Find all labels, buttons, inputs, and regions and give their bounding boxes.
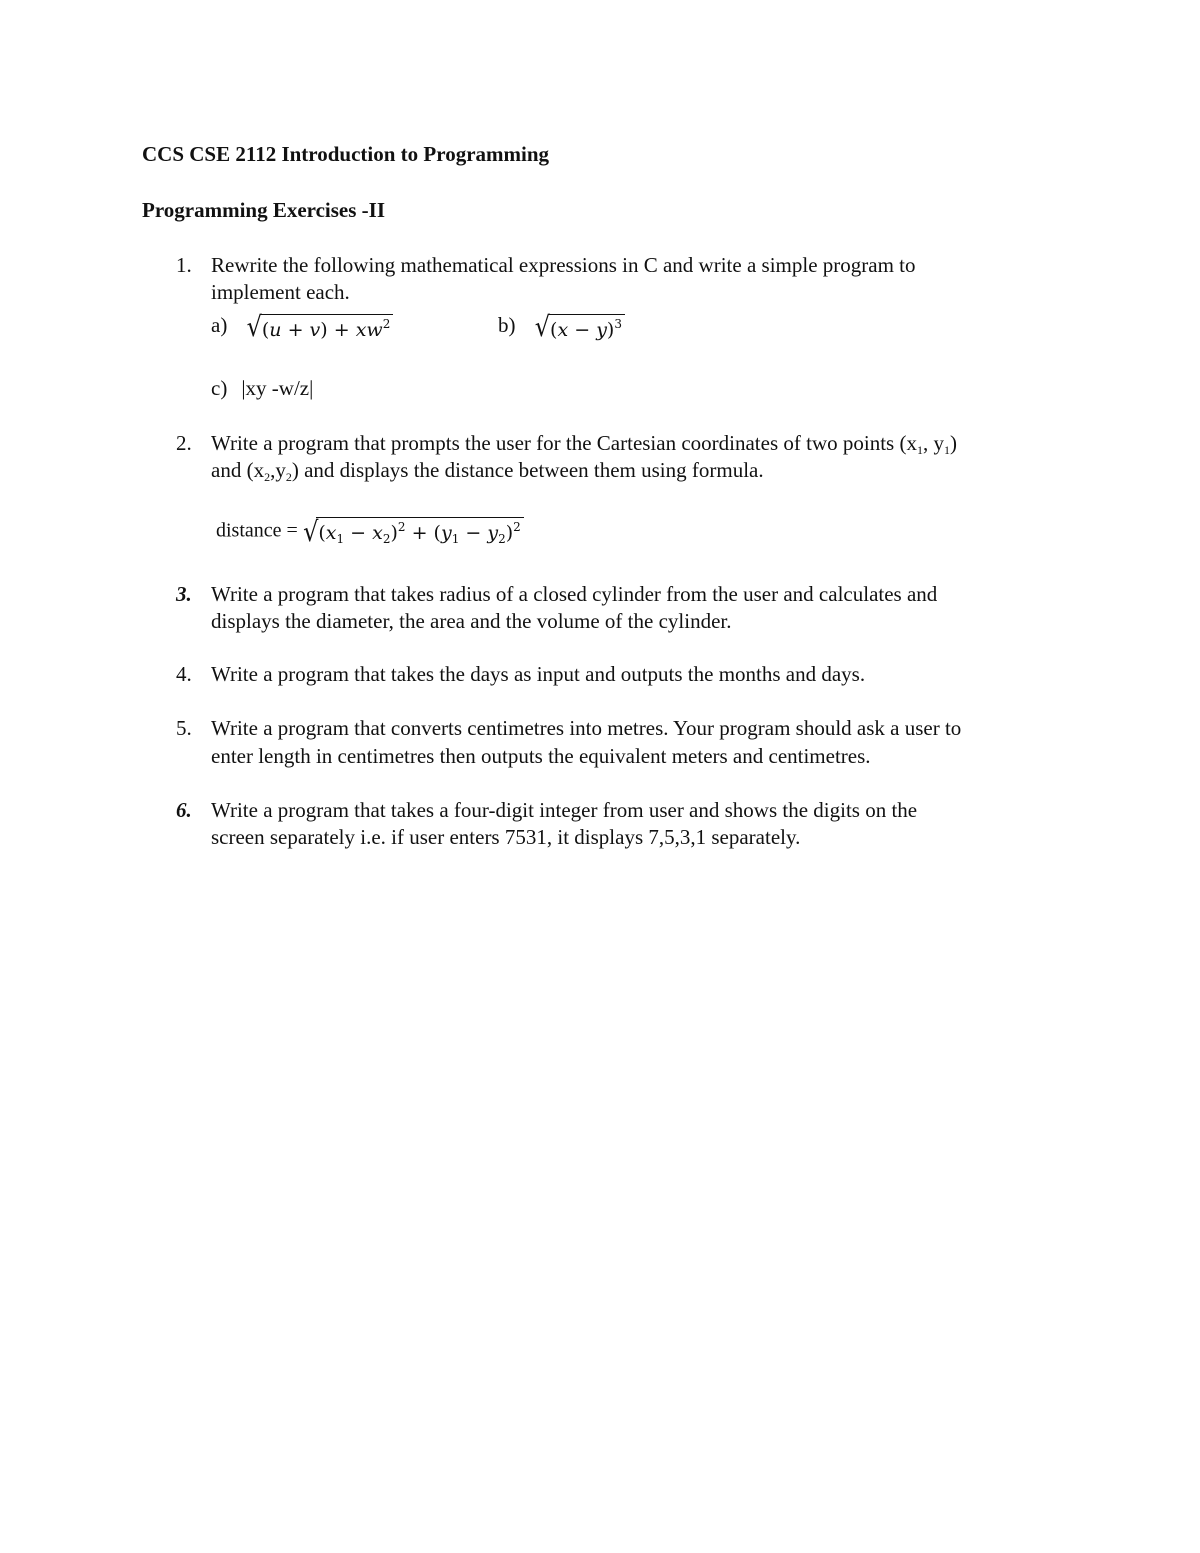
radical-sign: √ xyxy=(534,311,551,344)
part-label: a) xyxy=(211,313,228,337)
distance-formula xyxy=(216,517,524,546)
radical-sign: √ xyxy=(246,311,262,344)
sqrt-expression: $√(x_1 - x_2)^2 + (y_1 - y_2)^2$ xyxy=(303,517,524,546)
exercise-text-line: Write a program that converts centimetres into metres. Your program should ask a user to xyxy=(211,716,962,740)
expression-b xyxy=(498,311,625,344)
exercise-text-line: Write a program that takes the days as input and outputs the months and days. xyxy=(211,662,866,686)
exercise-text-line: Write a program that takes a four-digit integer from user and shows the digits on the xyxy=(211,798,918,822)
radical-sign: √ xyxy=(303,515,319,548)
exercise-number: 3. xyxy=(176,582,192,606)
exercise-number: 5. xyxy=(176,716,192,740)
exercise-text-line: and $(x_2,y_2)$ and displays the distance between them using formula. xyxy=(211,458,764,484)
part-label: b) xyxy=(498,313,516,337)
expression-c xyxy=(211,376,313,401)
exercise-text-line: Rewrite the following mathematical expressions in C and write a simple program to xyxy=(211,253,916,277)
formula-label: distance = xyxy=(216,519,298,542)
sqrt-expression: $√(x - y)^3$ xyxy=(535,313,625,341)
exercise-text-line: displays the diameter, the area and the volume of the cylinder. xyxy=(211,609,732,633)
course-title: CCS CSE 2112 Introduction to Programming xyxy=(142,142,550,166)
exercise-set-title: Programming Exercises -II xyxy=(142,198,386,222)
exercise-text-line: screen separately i.e. if user enters 7531, it displays 7,5,3,1 separately. xyxy=(211,825,801,849)
exercise-text-line: implement each. xyxy=(211,280,350,304)
expression-a xyxy=(211,311,393,344)
exercise-number: 1. xyxy=(176,253,192,277)
expression-text: |xy -w/z| xyxy=(241,376,314,400)
exercise-text-line: enter length in centimetres then outputs the equivalent meters and centimetres. xyxy=(211,744,871,768)
exercise-number: 2. xyxy=(176,431,192,455)
part-label: c) xyxy=(211,376,228,400)
exercise-text-line: Write a program that prompts the user for the Cartesian coordinates of two points ($x_1$, $y_1$) xyxy=(211,431,957,457)
sqrt-expression: $√(u + v) + xw^2$ xyxy=(247,313,394,341)
exercise-number: 6. xyxy=(176,798,192,822)
exercise-number: 4. xyxy=(176,662,192,686)
exercise-text-line: Write a program that takes radius of a closed cylinder from the user and calculates and xyxy=(211,582,938,606)
